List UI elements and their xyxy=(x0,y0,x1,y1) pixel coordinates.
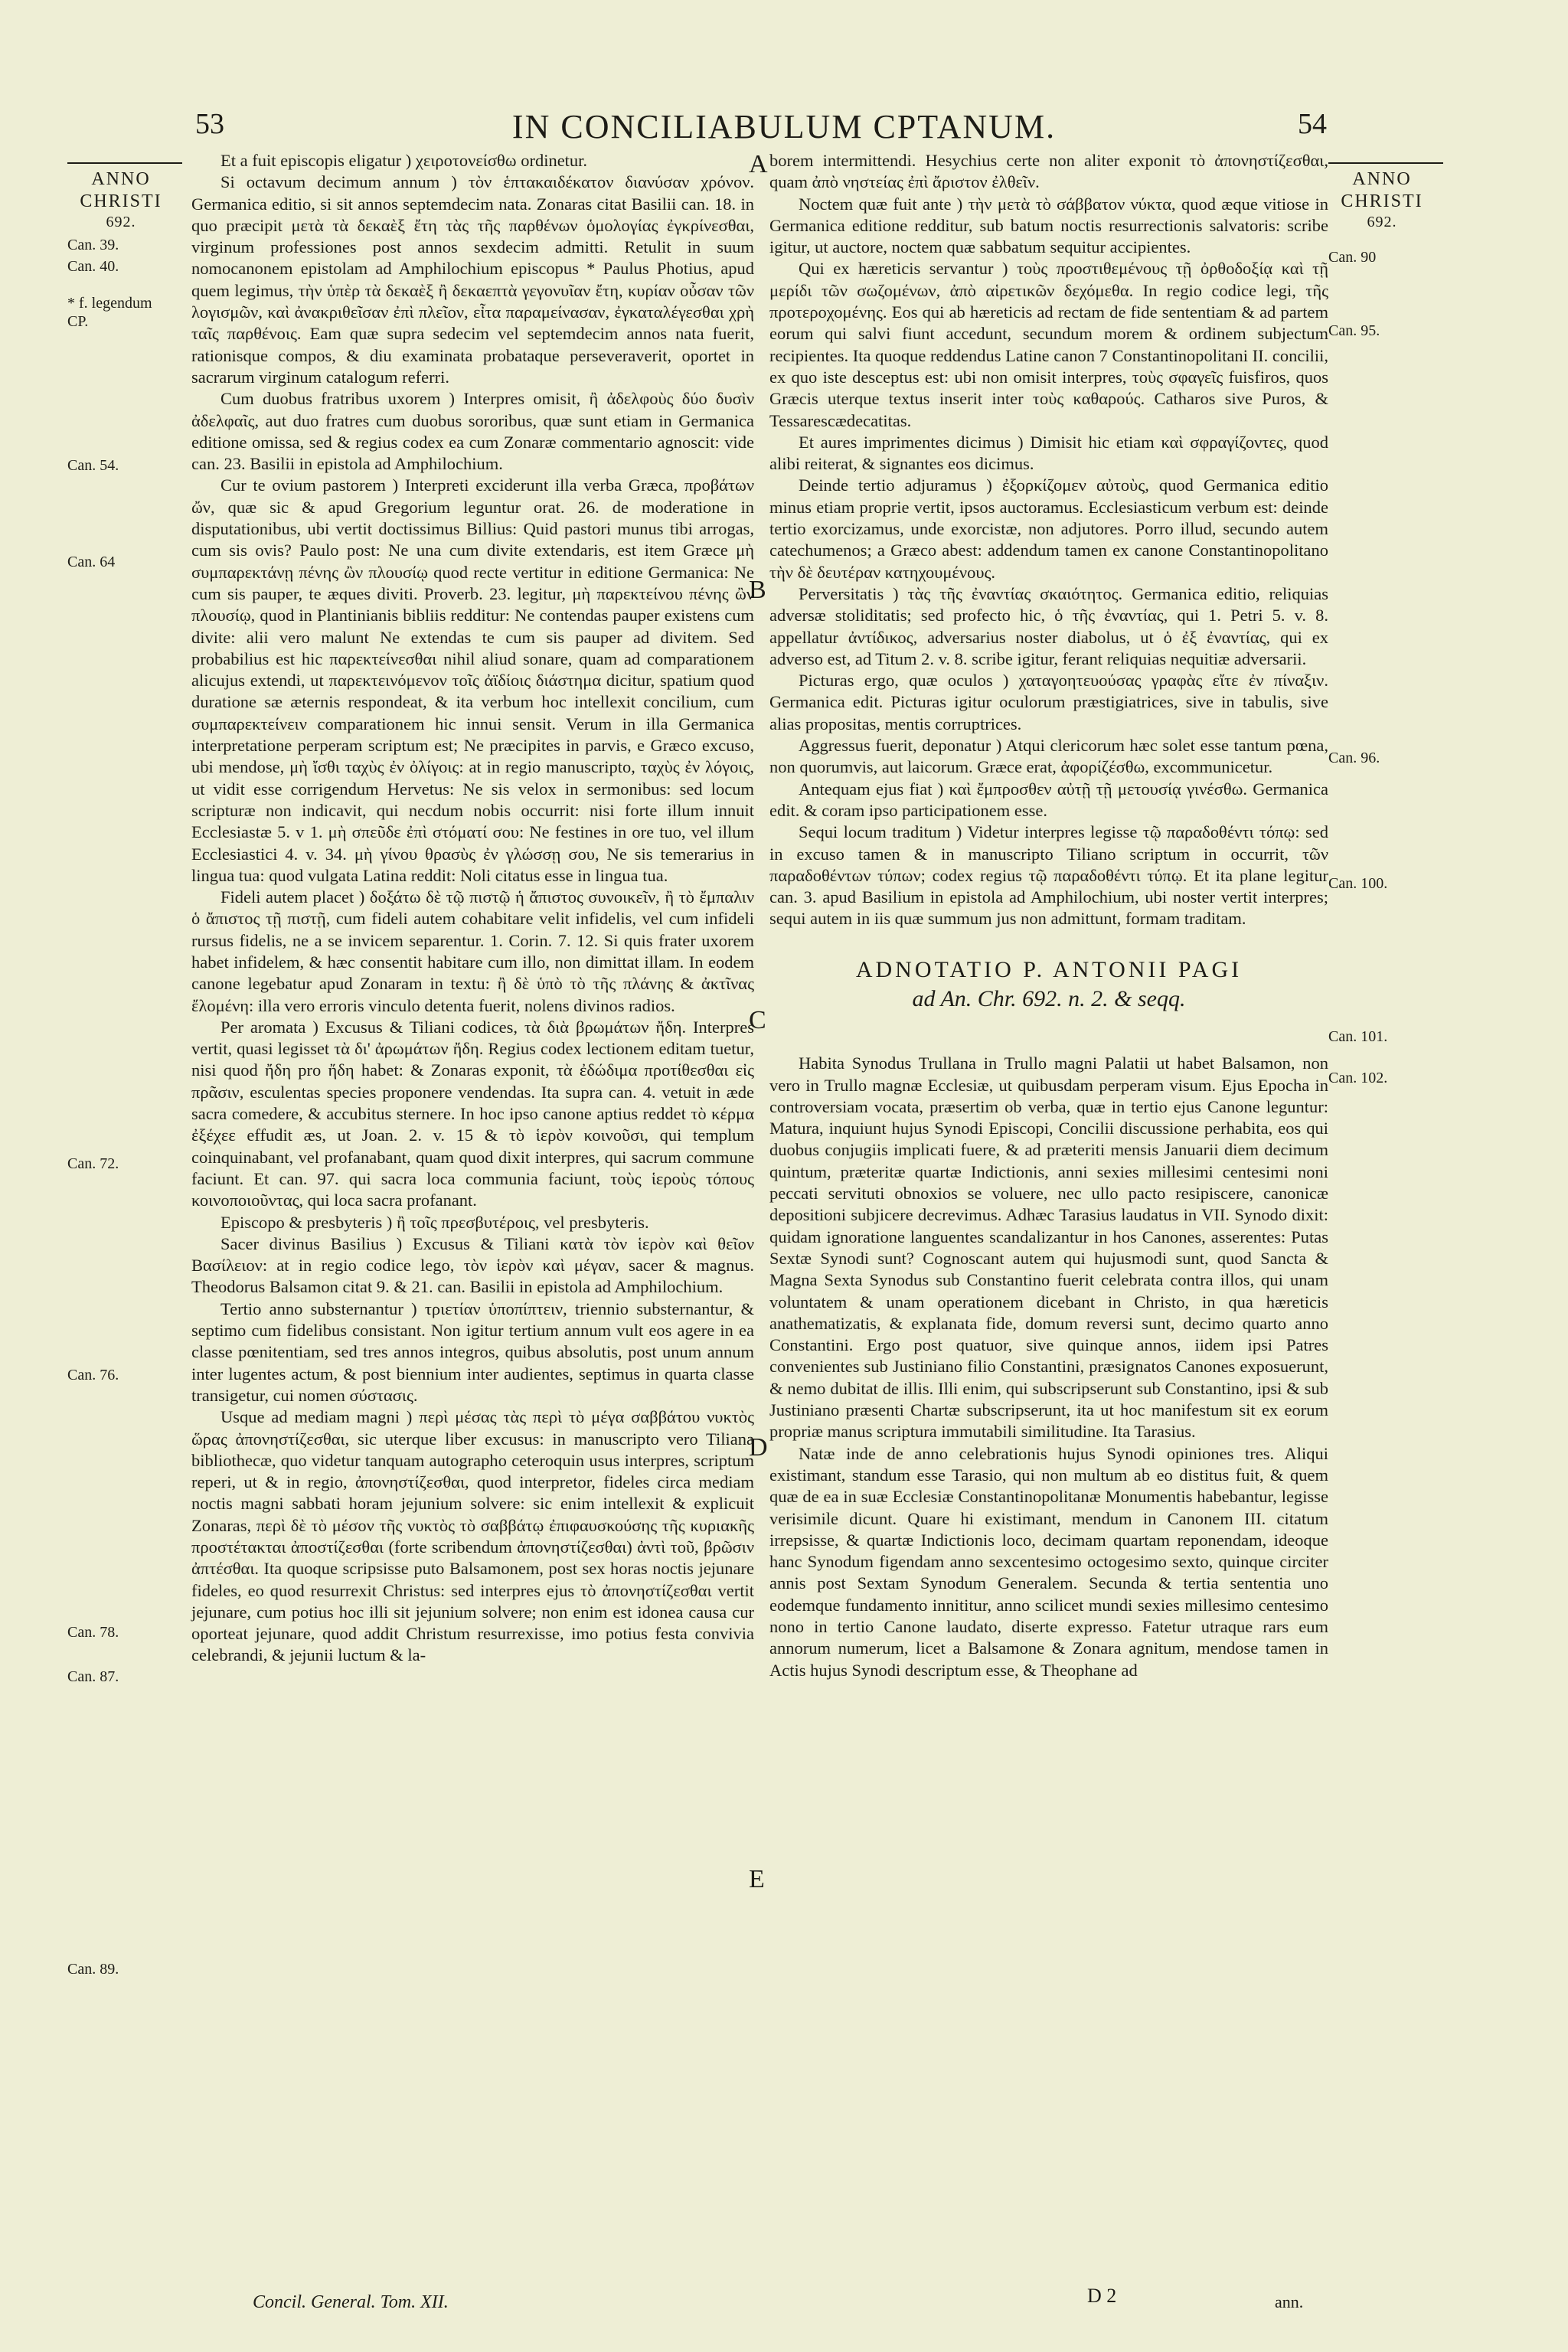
note-paragraph: Sacer divinus Basilius ) Excusus & Tiliani κατὰ τὸν ἱερὸν καὶ θεῖον Βασίλειον: at in regio codice lego, τὸν ἱερὸν καὶ μέγαν, sacer & magnus. Theodorus Balsamon citat 9. & 21. can. Basilii in epistola ad Amphilochium. xyxy=(191,1233,754,1297)
rule xyxy=(67,162,182,164)
note-paragraph: Fideli autem placet ) δοξάτω δὲ τῷ πιστῷ ἡ ἄπιστος συνοικεῖν, ἢ τὸ ἔμπαλιν ὁ ἄπιστος τῇ πιστῇ, cum fideli autem cohabitare velit infidelis, vel cum infideli rursus fidelis, ne a se invicem separentur. 1. Corin. 7. 12. Si quis frater uxorem habet infidelem, & hæc consentit habitare cum illo, non dimittat illam. In eodem canone legebatur apud Zonaram in textu: ἢ δὲ ὑπὸ τὸ τῆς πλάνης & ἀκτῖνας ἔλομένη: illa vero erroris vinculo detenta fuerit, nolens divinos radios. xyxy=(191,887,754,1015)
note-paragraph: Aggressus fuerit, deponatur ) Atqui clericorum hæc solet esse tantum pœna, non quorumvis, aut laicorum. Græce erat, ἀφορίζέσθω, excommunicetur. xyxy=(769,736,1328,777)
margin-note: Can. 101. xyxy=(1328,1028,1388,1045)
margin-note: Can. 87. xyxy=(67,1668,119,1685)
body-paragraph: Natæ inde de anno celebrationis hujus Synodi opiniones tres. Aliqui existimant, standum esse Tarasio, qui non multum ab eo distitus fuit, & quem quæ de ea in suæ Ecclesiæ Constantinopolitanæ Monumentis habebantur, legisse verisimile dicunt. Quare hi existimant, mendum in Canonem III. citatum irrepsisse, & quartæ Indictionis loco, decimam quartam reponendam, ideoque hanc Synodum figendam anno sexcentesimo octogesimo sexto, quinque circiter annis post Sextam Synodum Generalem. Secunda & tertia sententia uno eodemque fundamento innititur, anno scilicet mundi sexies millesimo centesimo nono in tertio Canone laudato, diserte expresso. Fatetur utraque rars eum annorum numerum, licet a Balsamone & Zonara agnitum, mendose tamen in Actis hujus Synodi descriptum esse, & Theophane ad xyxy=(769,1443,1328,1680)
right-text-column xyxy=(769,150,1328,1681)
margin-note: * f. legendum CP. xyxy=(67,295,152,330)
page-number-left: 53 xyxy=(195,108,224,140)
anno-word: ANNO xyxy=(1352,169,1412,189)
anno-year: 692. xyxy=(1367,213,1397,230)
note-paragraph: Usque ad mediam magni ) περὶ μέσας τὰς περὶ τὸ μέγα σαββάτου νυκτὸς ὥρας ἀπονηστίζεσθαι, sic uterque liber excusus: in manuscripto vero Tiliana bibliothecæ, quo videtur tanquam autographo ceteroquin usus interpres, scriptum reperi, ut & in regio, ἀπονηστίζεσθαι, quod interpretor, fideles circa mediam noctis magni sabbati horam jejunium solvere: sic enim intellexit & explicuit Zonaras, περὶ δὲ τὸ μέσον τῆς νυκτὸς τὸ σαββάτῳ ἐπιφαυσκούσης τῆς κυριακῆς προστέτακται ἀποστίζεσθαι (forte scribendum ἀπονηστίζεσθαι) ἀντὶ τοῦ, βρῶσιν ἀπτέσθαι. Ita quoque scripsisse puto Balsamonem, post sex horas noctis jejunare fideles, eo quod resurrexit Christus: sed interpres ejus τὸ ἀπονηστίζεσθαι vertit jejunare, cum potius hoc illi sit jejunium solvere; non enim est idonea causa cur oporteat jejunare, quod addit Christum resurrexisse, imo potius festa convivia celebrandi, & jejunii luctum & la- xyxy=(191,1407,754,1665)
margin-note: Can. 76. xyxy=(67,1367,119,1383)
note-paragraph: Cum duobus fratribus uxorem ) Interpres omisit, ἢ ἀδελφοὺς δύο δυσὶν ἀδελφαῖς, aut duo fratres cum duobus sororibus, quæ sunt etiam in Germanica editione omissa, sed & regius codex ea cum Zonaræ commentario agnoscit: vide can. 23. Basilii in epistola ad Amphilochium. xyxy=(191,389,754,474)
section-letter: B xyxy=(749,576,766,604)
note-paragraph: Tertio anno substernantur ) τριετίαν ὑποπίπτειν, triennio substernantur, & septimo cum fidelibus consistant. Non igitur tertium annum vult eos agere in ea classe pœnitentiam, sed tres annos integros, quibus absolutis, post unum annum inter lugentes actum, & post biennium inter audientes, septimus in quarta classe transigetur, cui nomen σύστασις. xyxy=(191,1298,754,1405)
note-paragraph: Et a fuit episcopis eligatur ) χειροτονείσθω ordinetur. xyxy=(220,151,588,170)
left-margin xyxy=(67,162,175,1978)
margin-note: Can. 100. xyxy=(1328,875,1388,892)
note-paragraph: Perversitatis ) τὰς τῆς ἐναντίας σκαιότητος. Germanica editio, reliquias adversæ stoliditatis; sed profecto hic, ὁ τῆς ἐναντίας, qui 1. Petri 5. v. 8. appellatur ἀντίδικος, adversarius noster diabolus, ut ὁ ἐξ ἐναντίας, qui ex adverso est, ad Titum 2. v. 8. scribe igitur, ferant reliquias nequitiæ adversarii. xyxy=(769,583,1328,668)
section-letter: E xyxy=(749,1865,765,1893)
margin-note: Can. 78. xyxy=(67,1624,119,1641)
margin-note: Can. 72. xyxy=(67,1155,119,1172)
note-paragraph: Antequam ejus fiat ) καὶ ἔμπροσθεν αὐτῇ τῇ μετουσίᾳ γινέσθω. Germanica edit. & coram ipso participationem esse. xyxy=(769,779,1328,820)
margin-note: Can. 95. xyxy=(1328,322,1380,339)
anno-label-right xyxy=(1328,162,1436,231)
christi-word: CHRISTI xyxy=(1341,191,1423,211)
section-letter: D xyxy=(749,1433,768,1462)
catchword: ann. xyxy=(1275,2292,1304,2311)
signature-mark: D 2 xyxy=(1087,2285,1117,2307)
margin-note: Can. 64 xyxy=(67,554,116,570)
note-paragraph: Deinde tertio adjuramus ) ἐξορκίζομεν αὐτοὺς, quod Germanica editio minus etiam proprie vertit, ipsos auctoramus. Ecclesiasticum verbum est: deinde tertio exorcizamus, unde exorcistæ, non adjutores. Porro illud, secundo autem catechumenos; a Græco abest: addendum tamen ex canone Constantinopolitano τὴν δὲ δευτέραν κατηχουμένους. xyxy=(769,475,1328,582)
anno-word: ANNO xyxy=(91,169,151,189)
section-letter: C xyxy=(749,1006,766,1034)
margin-note: Can. 102. xyxy=(1328,1070,1388,1086)
note-paragraph: Si octavum decimum annum ) τὸν ἑπτακαιδέκατον διανύσαν χρόνον. Germanica editio, si sit annos septemdecim nata. Zonaras citat Basilii can. 18. in quo præcipit μετὰ τὰ δεκαὲξ ἔτη τὰς τῆς παρθένων ὁμολογίας ἐγκρίνεσθαι, virginum professiones post annos sexdecim admitti. Retulit in suum nomocanonem epistolam ad Amphilochium episcopus * Paulus Photius, apud quem legimus, τὴν ὑπὲρ τὰ δεκαὲξ ἢ δεκαεπτὰ γεγονυῖαν ἔτη, κυρίαν οὖσαν τῶν λογισμῶν, καὶ ἀνακριθεῖσαν ἐπὶ πλεῖον, εἶτα παραμείνασαν, ἐγκαταλέγεσθαι χρὴ ταῖς παρθένοις. Eam quæ supra sedecim vel septemdecim annos nata fuerit, rationisque compos, & diu examinata probataque perseveraverit, oportet in sacrarum virginum catalogum referri. xyxy=(191,172,754,387)
note-paragraph: Qui ex hæreticis servantur ) τοὺς προστιθεμένους τῇ ὀρθοδοξίᾳ καὶ τῇ μερίδι τῶν σωζομένων, ἀπὸ αἱρετικῶν δεχόμεθα. In regio codice legi, τῆς προτεροχομένης. Eos qui ab hæreticis ad rectam de fide sententiam & ad partem eorum qui salvi fiunt accedunt, secundum morem & ordinem subjectum recipientes. Ita quoque reddendus Latine canon 7 Constantinopolitani II. concilii, ex quo iste desceptus est: ubi non omisit interpres, τοὺς σφαγεῖς fuisfiros, quos Græcis uterque textus inserit inter τοὺς καθαρούς. Catharos sive Puros, & Tessarescædecatitas. xyxy=(769,259,1328,430)
page-number-right: 54 xyxy=(1298,108,1327,140)
footer-volume: Concil. General. Tom. XII. xyxy=(253,2292,449,2312)
note-paragraph: Sequi locum traditum ) Videtur interpres legisse τῷ παραδοθέντι τόπῳ: sed in excuso tamen & in manuscripto Tiliano scriptum in occurrit, τῶν παραδοθέντων τύπων; codex regius τῷ παραδοθέντι τύπῳ. Et ita plane legitur can. 3. apud Basilium in epistola ad Amphilochium, ubi noster vertit interpres; sequi autem in iis quæ summum jus non admittunt, formam traditam. xyxy=(769,822,1328,929)
anno-label-left xyxy=(67,162,175,231)
left-text-column xyxy=(191,150,754,1667)
margin-note: Can. 90 xyxy=(1328,249,1377,266)
note-paragraph: borem intermittendi. Hesychius certe non aliter exponit τὸ ἀπονηστίζεσθαι, quam ἀπὸ νηστείας ἐπὶ ἄριστον ἐλθεῖν. xyxy=(769,151,1328,192)
note-paragraph: Cur te ovium pastorem ) Interpreti exciderunt illa verba Græca, προβάτων ὤν, quæ sic & apud Gregorium leguntur orat. 26. de moderatione in disputationibus, ubi vertit doctissimus Billius: Quid pastori munus tibi arrogas, cum sis ovis? Paulo post: Ne una cum divite extendaris, est item Græce μὴ συμπαρεκτάνῃ πένης ὢν πλουσίῳ quod recte vertitur in editione Germanica: Ne cum sis pauper, te æques diviti. Proverb. 23. legitur, μὴ παρεκτείνου πένης ὢν πλουσίῳ, quod in Plantinianis bibliis redditur: Ne contendas pauper existens cum divite: alii vero malunt Ne extendas te cum sis pauper ad divitem. Sed probabilius est hic παρεκτείνεσθαι nihil aliud sonare, quam ad comparationem alicujus extendi, ut παρεκτεινόμενον τοῖς ἀϊδίοις διάστημα dicitur, spatium quod duratione sæ æternis respondeat, & ita verbum hoc intellexit concilium, cum συμπαρεκτείνειν comparationem hic innui sensit. Verum in illa Germanica interpretatione perperam scriptum est; Ne præcipites in parvis, e Græco excuso, ubi mendose, μὴ ἴσθι ταχὺς ἐν ὀλίγοις: at in regio manuscripto, ταχὺς ἐν λόγοις, ut vidit esse corrigendum Hervetus: Ne sis velox in sermonibus: sed locum scripturæ non indicavit, qui necdum nobis occurrit: nisi forte illum innuit Ecclesiastæ 5. v 1. μὴ σπεῦδε ἐπὶ στόματί σου: Ne festines in ore tuo, vel illum Ecclesiastici 4. v. 34. μὴ γίνου θρασὺς ἐν γλώσσῃ σου, Ne sis temerarius in lingua tua: quod vulgata Latina reddit: Noli citatus esse in lingua tua. xyxy=(191,475,754,885)
section-letter: A xyxy=(749,150,768,178)
note-paragraph: Per aromata ) Excusus & Tiliani codices, τὰ διὰ βρωμάτων ἤδη. Interpres vertit, quasi legisset τὰ δι' ἀρωμάτων ἤδη. Regius codex lectionem editam tuetur, nisi quod ἤδη pro ἤδη habet: & Zonaras exponit, τὰ ἐδώδιμα προτίθεσθαι εἰς πρᾶσιν, esculentas species proponere vendendas. Ita supra can. 4. vetuit in æde sacra comedere, & accubitus sternere. In hoc ipso canone aptius reddet τὸ κέρμα ἐξέχεε effudit æs, ut Joan. 2. v. 15 & τὸ ἱερὸν κοινοῦσι, qui templum coinquinabant, vel profanabant, quam quod dixit interpres, qui sacrum commune faciunt. Et can. 97. qui sacra loca communia faciunt, τοὺς ἱεροὺς τόπους κοινοποιοῦντας, qui loca sacra profanant. xyxy=(191,1017,754,1210)
right-margin xyxy=(1328,162,1436,1086)
section-subtitle: ad An. Chr. 692. n. 2. & seqq. xyxy=(912,985,1186,1011)
christi-word: CHRISTI xyxy=(80,191,162,211)
margin-note: Can. 96. xyxy=(1328,750,1380,766)
note-paragraph: Picturas ergo, quæ oculos ) χαταγοητευούσας γραφὰς εἴτε ἐν πίναξιν. Germanica edit. Picturas igitur oculorum præstigiatrices, sive in tabulis, sive alias propositas, mentis corruptrices. xyxy=(769,671,1328,733)
note-paragraph: Noctem quæ fuit ante ) τὴν μετὰ τὸ σάββατον νύκτα, quod æque vitiose in Germanica editione redditur, sub batum noctis resurrectionis salvatoris: scribe igitur, ut auctore, noctem quæ sabbatum sequitur accipientes. xyxy=(769,194,1328,257)
margin-note: Can. 54. xyxy=(67,457,119,474)
anno-year: 692. xyxy=(106,213,136,230)
rule xyxy=(1328,162,1443,164)
margin-note: Can. 89. xyxy=(67,1961,119,1978)
note-paragraph: Et aures imprimentes dicimus ) Dimisit hic etiam καὶ σφραγίζοντες, quod alibi reiterat, & signantes eos dicimus. xyxy=(769,432,1328,474)
margin-note: Can. 39. xyxy=(67,237,119,253)
running-head: IN CONCILIABULUM CPTANUM. xyxy=(511,108,1057,145)
note-paragraph: Episcopo & presbyteris ) ἢ τοῖς πρεσβυτέροις, vel presbyteris. xyxy=(220,1212,649,1232)
body-paragraph: Habita Synodus Trullana in Trullo magni Palatii ut habet Balsamon, non vero in Trullo magnæ Ecclesiæ, ut quibusdam perperam visum. Ejus Epocha in controversiam vocata, præsertim ob verba, quæ in tertio ejus Canone leguntur: Matura, inquiunt hujus Synodi Episcopi, Concilii discussione perhabita, eos qui duobus conjugiis implicati fuere, & ad præteriti mensis Januarii diem decimum quintum, præteritæ quartæ Indictionis, anni sexies millesimi centesimi noni peccati servituti obnoxios se voluere, nec ullo pacto resipiscere, canonicæ depositioni subjicere decrevimus. Adhæc Tarasius laudatus in VII. Synodo dixit: quidam ignoratione languentes scandalizantur in hos Canones, asserentes: Putas Sextæ Synodi sunt? Cognoscant autem qui hujusmodi sunt, quod Sancta & Magna Sexta Synodus sub Constantino fuerit celebrata contra illos, qui unam voluntatem & unam operationem dicebant in Christo, in qua hæreticis anathematizatis, & explanata fide, domum reversi sunt, decimo quarto anno Constantini. Ergo post quatuor, sive quinque annos, iidem ipsi Patres convenientes sub Justiniano filio Constantini, præsignatos Canones exposuerunt, & nemo dubitat de illis. Illi enim, qui subscripserunt sub Constantino, ipsi & sub Justiniano præsenti Chartæ subscripserunt, ita ut hoc manifestum sit ex eorum propriæ manus scriptura immutabili similitudine. Ita Tarasius. xyxy=(769,1054,1328,1442)
section-title: ADNOTATIO P. ANTONII PAGI xyxy=(855,956,1243,982)
margin-note: Can. 40. xyxy=(67,258,119,275)
